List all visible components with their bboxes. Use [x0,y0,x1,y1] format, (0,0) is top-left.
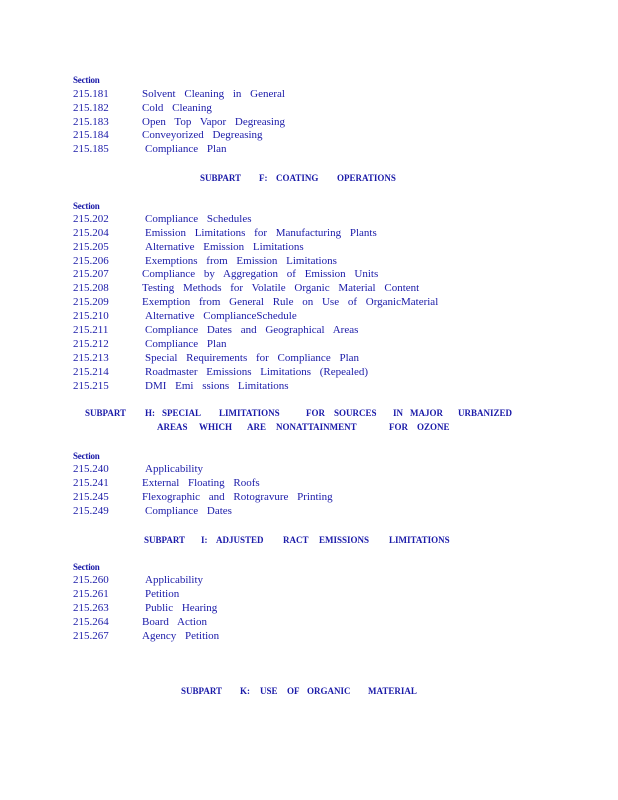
section-number: 215.212 [73,338,109,350]
table-row [73,587,179,601]
subpart-word: EMISSIONS [319,535,370,545]
subpart-word: LIMITATIONS [389,535,450,545]
section-title: Compliance Schedules [145,213,252,225]
subpart-word: OF [287,686,300,696]
table-row [73,281,419,295]
section-number: 215.263 [73,602,109,614]
section-number: 215.208 [73,282,109,294]
section-title: Compliance Dates [145,505,232,517]
subpart-word: SUBPART [144,535,186,545]
section-title: Exemption from General Rule on Use of OrganicMaterial [142,296,439,308]
table-row [73,476,260,490]
subpart-word: FOR [306,408,325,418]
section-number: 215.181 [73,88,109,100]
table-row [73,504,232,518]
section-number: 215.249 [73,505,109,517]
section-number: 215.207 [73,268,109,280]
section-title: Compliance Plan [145,143,227,155]
table-row [73,267,378,281]
table-row [73,212,252,226]
section-number: 215.209 [73,296,109,308]
section-title: Open Top Vapor Degreasing [142,116,285,128]
section-number: 215.215 [73,380,109,392]
subpart-word: ORGANIC [307,686,351,696]
subpart-word: SOURCES [334,408,377,418]
table-row [73,115,285,129]
section-number: 215.245 [73,491,109,503]
section-title: Agency Petition [142,630,220,642]
section-number: 215.214 [73,366,109,378]
section-number: 215.202 [73,213,109,225]
section-heading: Section [73,75,100,85]
section-title: DMI Emi ssions Limitations [145,380,289,392]
table-row [73,629,219,643]
subpart-word: OPERATIONS [337,173,396,183]
table-row [73,351,359,365]
section-title: Board Action [142,616,207,628]
table-row [73,573,203,587]
subpart-word: COATING [276,173,319,183]
subpart-word: AREAS [157,422,188,432]
section-title: Cold Cleaning [142,102,212,114]
section-number: 215.206 [73,255,109,267]
subpart-word: URBANIZED [458,408,513,418]
table-row [73,462,203,476]
table-row [73,240,304,254]
table-row [73,615,207,629]
subpart-word: K: [240,686,250,696]
subpart-word: SUBPART [200,173,242,183]
subpart-word: WHICH [199,422,233,432]
section-title: Special Requirements for Compliance Plan [145,352,360,364]
section-title: Alternative ComplianceSchedule [145,310,297,322]
subpart-word: SUBPART [181,686,223,696]
section-heading: Section [73,451,100,461]
subpart-word: MAJOR [410,408,443,418]
section-title: Public Hearing [145,602,218,614]
subpart-word: FOR [389,422,408,432]
section-number: 215.213 [73,352,109,364]
section-number: 215.210 [73,310,109,322]
section-title: Applicability [145,574,204,586]
section-number: 215.240 [73,463,109,475]
table-row [73,490,333,504]
section-title: External Floating Roofs [142,477,260,489]
section-heading: Section [73,562,100,572]
section-title: Conveyorized Degreasing [142,129,263,141]
table-row [73,142,226,156]
subpart-word: ADJUSTED [216,535,264,545]
section-title: Compliance Dates and Geographical Areas [145,324,359,336]
section-title: Compliance Plan [145,338,227,350]
subpart-word: ARE [247,422,267,432]
subpart-word: LIMITATIONS [219,408,280,418]
section-heading: Section [73,201,100,211]
section-number: 215.182 [73,102,109,114]
table-row [73,101,212,115]
section-title: Emission Limitations for Manufacturing Plants [145,227,377,239]
table-row [73,254,337,268]
table-row [73,226,377,240]
table-row [73,128,263,142]
section-number: 215.204 [73,227,109,239]
subpart-word: OZONE [417,422,450,432]
section-number: 215.183 [73,116,109,128]
table-row [73,601,217,615]
section-title: Petition [145,588,180,600]
subpart-word: USE [260,686,278,696]
table-row [73,365,368,379]
table-row [73,309,297,323]
section-title: Flexographic and Rotogravure Printing [142,491,333,503]
section-title: Solvent Cleaning in General [142,88,285,100]
section-number: 215.241 [73,477,109,489]
subpart-word: RACT [283,535,309,545]
section-number: 215.260 [73,574,109,586]
section-number: 215.264 [73,616,109,628]
section-number: 215.211 [73,324,109,336]
subpart-word: F: [259,173,268,183]
subpart-word: H: [145,408,155,418]
section-number: 215.267 [73,630,109,642]
table-row [73,295,438,309]
table-row [73,87,285,101]
section-number: 215.205 [73,241,109,253]
section-title: Compliance by Aggregation of Emission Units [142,268,379,280]
section-title: Testing Methods for Volatile Organic Material Content [142,282,420,294]
table-row [73,323,358,337]
section-number: 215.185 [73,143,109,155]
section-title: Alternative Emission Limitations [145,241,304,253]
section-number: 215.184 [73,129,109,141]
table-row [73,337,226,351]
section-title: Roadmaster Emissions Limitations (Repealed) [145,366,368,378]
section-number: 215.261 [73,588,109,600]
table-row [73,379,289,393]
section-title: Exemptions from Emission Limitations [145,255,337,267]
subpart-word: NONATTAINMENT [276,422,357,432]
subpart-word: SUBPART [85,408,127,418]
subpart-word: I: [201,535,208,545]
subpart-word: SPECIAL [162,408,202,418]
subpart-word: IN [393,408,404,418]
subpart-word: MATERIAL [368,686,417,696]
section-title: Applicability [145,463,204,475]
